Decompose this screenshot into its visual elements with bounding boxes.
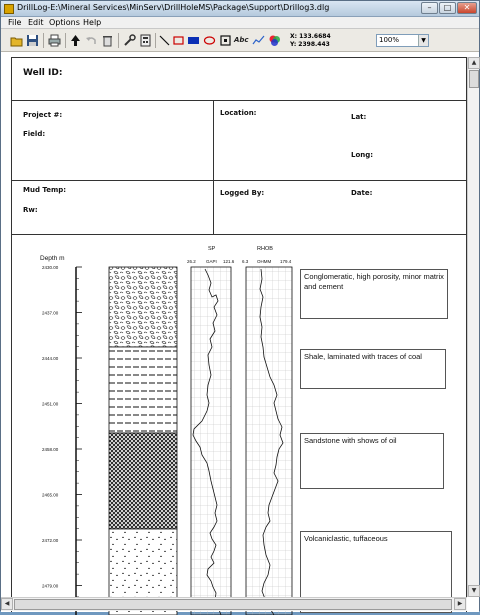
depth-tick-label: 2465.00	[42, 492, 59, 498]
depth-tick-label: 2458.00	[42, 447, 59, 452]
toolbar	[1, 29, 479, 52]
description-box-2	[300, 349, 450, 391]
lat-label: Lat:	[351, 113, 367, 121]
toolbar-separator	[65, 33, 66, 48]
sp-track-grid	[191, 267, 231, 615]
print-icon[interactable]	[47, 33, 62, 48]
description-text: Shale, laminated with traces of coal	[300, 349, 446, 389]
scroll-left-icon[interactable]: ◀	[1, 598, 13, 610]
mud-temp-label: Mud Temp:	[23, 186, 67, 194]
description-text: Volcaniclastic, tuffaceous	[300, 531, 452, 613]
description-box-1	[300, 269, 450, 321]
rectangle-tool-icon[interactable]	[171, 33, 186, 48]
window-title: DrillLog-E:\Mineral Services\MinServ\DrillHoleMS\Package\Support\Drillog3.dlg	[17, 3, 330, 12]
maximize-button[interactable]: □	[439, 2, 456, 14]
open-folder-icon[interactable]	[9, 33, 24, 48]
scroll-down-icon[interactable]: ▼	[468, 585, 480, 597]
save-icon[interactable]	[25, 33, 40, 48]
horizontal-scroll-thumb[interactable]	[14, 599, 452, 610]
vertical-scroll-thumb[interactable]	[469, 70, 479, 88]
line-tool-icon[interactable]	[157, 33, 172, 48]
date-label: Date:	[351, 189, 373, 197]
calculator-icon[interactable]	[138, 33, 153, 48]
drilllog-app-icon	[4, 4, 14, 14]
chevron-down-icon[interactable]: ▼	[418, 35, 428, 46]
menu-options[interactable]: Options	[49, 18, 80, 27]
title-bar	[1, 1, 479, 17]
trash-icon[interactable]	[100, 33, 115, 48]
long-label: Long:	[351, 151, 374, 159]
depth-tick-label: 2472.00	[42, 538, 59, 543]
rw-label: Rw:	[23, 206, 38, 214]
arrow-up-icon[interactable]	[68, 33, 83, 48]
lithology-conglomerate	[109, 267, 177, 347]
depth-tick-label: 2444.00	[42, 356, 59, 361]
minimize-button[interactable]: –	[421, 2, 438, 14]
lithology-shale	[109, 347, 177, 433]
rhob-unit-label: OHMM	[257, 259, 272, 264]
zoom-value: 100%	[379, 36, 400, 44]
logged-by-label: Logged By:	[220, 189, 265, 197]
scroll-right-icon[interactable]: ▶	[454, 598, 466, 610]
menu-file[interactable]: File	[8, 18, 22, 27]
well-id-label: Well ID:	[23, 68, 63, 78]
depth-tick-label: 2451.00	[42, 401, 59, 407]
toolbar-separator	[118, 33, 119, 48]
depth-tick-label: 2437.00	[42, 310, 59, 316]
description-box-3	[300, 433, 450, 491]
ellipse-tool-icon[interactable]	[202, 33, 217, 48]
description-text: Conglomeratic, high porosity, minor matrix and cement	[300, 269, 448, 319]
rhob-min-label: 6.3	[242, 259, 249, 264]
x-coordinate-readout: X: 133.6684	[290, 33, 331, 40]
frame-tool-icon[interactable]	[218, 33, 233, 48]
divider	[213, 100, 214, 234]
rhob-max-label: 179.4	[280, 259, 292, 264]
color-palette-icon[interactable]	[267, 33, 282, 48]
drill-log-graphic	[12, 235, 468, 615]
log-page	[11, 57, 467, 612]
depth-tick-label: 2479.00	[42, 583, 59, 589]
divider	[12, 100, 468, 101]
menu-bar	[1, 17, 479, 29]
menu-edit[interactable]: Edit	[28, 18, 44, 27]
location-label: Location:	[220, 109, 257, 117]
sp-max-label: 121.6	[223, 259, 235, 264]
chart-tool-icon[interactable]	[251, 33, 266, 48]
y-coordinate-readout: Y: 2398.443	[290, 41, 330, 48]
horizontal-scrollbar[interactable]	[1, 597, 467, 611]
scroll-up-icon[interactable]: ▲	[468, 57, 480, 69]
menu-help[interactable]: Help	[83, 18, 102, 27]
vertical-scrollbar[interactable]	[467, 57, 479, 597]
sp-track-title: SP	[208, 246, 216, 252]
divider	[12, 180, 468, 181]
depth-title: Depth m	[40, 255, 65, 262]
sp-unit-label: GAPI	[206, 259, 217, 264]
depth-tick-label: 2430.00	[42, 265, 59, 270]
wrench-icon[interactable]	[122, 33, 137, 48]
lithology-sandstone	[109, 433, 177, 529]
filled-rectangle-icon[interactable]	[186, 33, 201, 48]
project-label: Project #:	[23, 111, 63, 119]
rhob-track-title: RHOB	[257, 246, 273, 252]
toolbar-separator	[155, 33, 156, 48]
close-button[interactable]: ✕	[457, 2, 477, 14]
toolbar-separator	[43, 33, 44, 48]
sp-min-label: 26.2	[187, 259, 196, 264]
field-label: Field:	[23, 130, 46, 138]
text-tool-icon[interactable]: Abc	[234, 36, 249, 44]
zoom-select[interactable]	[376, 34, 429, 47]
description-text: Sandstone with shows of oil	[300, 433, 444, 489]
undo-icon[interactable]	[84, 33, 99, 48]
